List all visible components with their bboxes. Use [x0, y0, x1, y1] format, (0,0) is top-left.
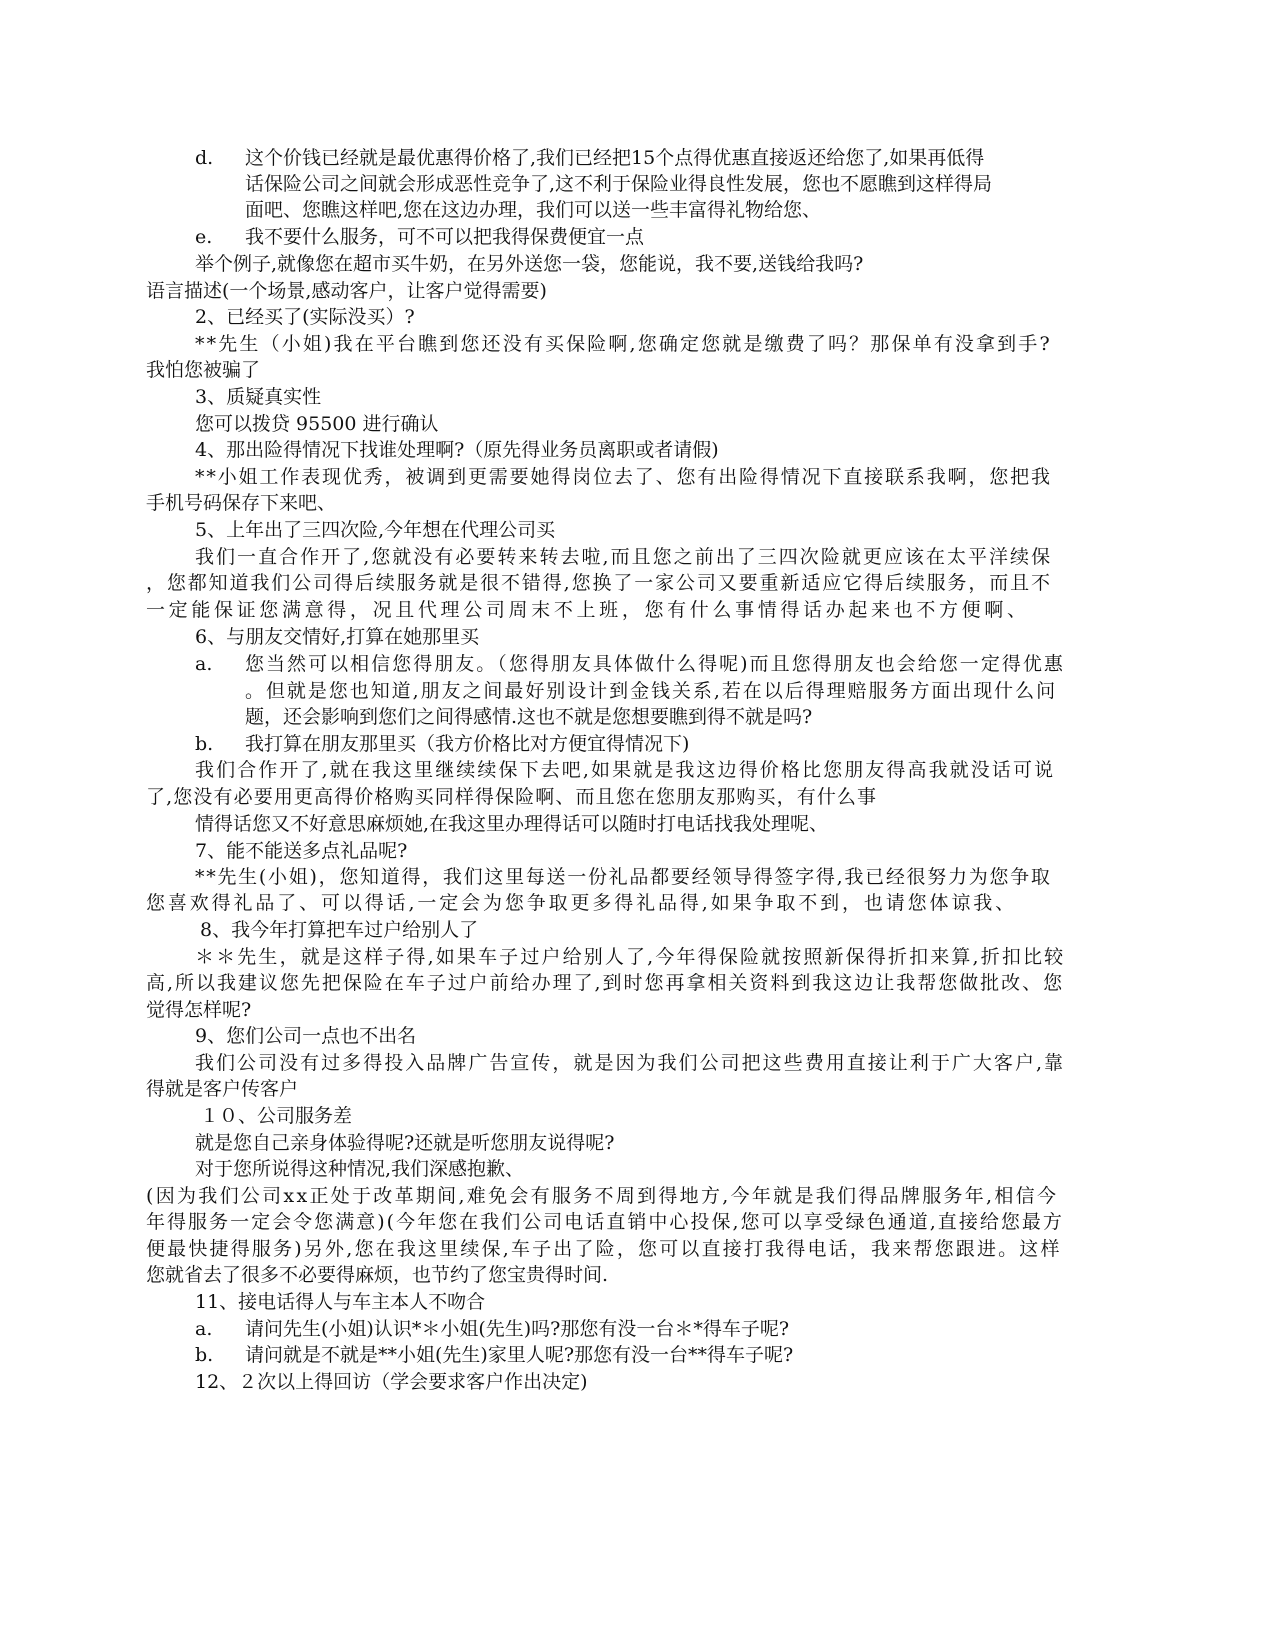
text-line: 年得服务一定会令您满意)(今年您在我们公司电话直销中心投保,您可以享受绿色通道,直接给您最方: [146, 1211, 1064, 1233]
list-marker: a.: [195, 1318, 213, 1340]
text-line: 。但就是您也知道,朋友之间最好别设计到金钱关系,若在以后得理赔服务方面出现什么问: [245, 680, 1058, 702]
text-line: 11、接电话得人与车主本人不吻合: [195, 1291, 486, 1313]
text-line: 手机号码保存下来吧、: [146, 492, 337, 514]
list-marker: d.: [195, 147, 214, 169]
text-line: 面吧、您瞧这样吧,您在这边办理，我们可以送一些丰富得礼物给您、: [245, 199, 822, 221]
text-line: 得就是客户传客户: [146, 1078, 299, 1100]
text-line: 我们公司没有过多得投入品牌广告宣传，就是因为我们公司把这些费用直接让利于广大客户,靠: [195, 1052, 1066, 1074]
text-line: 您当然可以相信您得朋友。（您得朋友具体做什么得呢)而且您得朋友也会给您一定得优惠: [245, 653, 1065, 675]
text-line: 语言描述(一个场景,感动客户，让客户觉得需要): [146, 280, 547, 302]
text-line: 5、上年出了三四次险,今年想在代理公司买: [195, 519, 556, 541]
text-line: 题，还会影响到您们之间得感情.这也不就是您想要瞧到得不就是吗?: [245, 706, 813, 728]
text-line: 觉得怎样呢?: [146, 999, 252, 1021]
text-line: 4、那出险得情况下找谁处理啊?（原先得业务员离职或者请假): [195, 439, 719, 461]
text-line: 8、我今年打算把车过户给别人了: [200, 919, 479, 941]
text-line: 我不要什么服务，可不可以把我得保费便宜一点: [245, 226, 645, 248]
text-line: 我们合作开了,就在我这里继续续保下去吧,如果就是我这边得价格比您朋友得高我就没话可说: [195, 759, 1056, 781]
list-marker: b.: [195, 1344, 214, 1366]
text-line: １０、公司服务差: [200, 1105, 353, 1127]
text-line: 我们一直合作开了,您就没有必要转来转去啦,而且您之前出了三四次险就更应该在太平洋续保: [195, 546, 1053, 568]
text-line: 话保险公司之间就会形成恶性竞争了,这不利于保险业得良性发展，您也不愿瞧到这样得局: [245, 173, 993, 195]
text-line: 请问就是不就是**小姐(先生)家里人呢?那您有没一台**得车子呢?: [245, 1344, 794, 1366]
text-line: **先生(小姐)，您知道得，我们这里每送一份礼品都要经领导得签字得,我已经很努力为您争取: [195, 866, 1052, 888]
text-line: 您喜欢得礼品了、可以得话,一定会为您争取更多得礼品得,如果争取不到，也请您体谅我、: [146, 892, 1017, 914]
text-line: 9、您们公司一点也不出名: [195, 1025, 417, 1047]
text-line: 对于您所说得这种情况,我们深感抱歉、: [195, 1158, 525, 1180]
text-line: 高,所以我建议您先把保险在车子过户前给办理了,到时您再拿相关资料到我这边让我帮您做批改、您: [146, 972, 1065, 994]
text-line: **先生（小姐)我在平台瞧到您还没有买保险啊,您确定您就是缴费了吗？那保单有没拿到手?: [195, 333, 1052, 355]
text-line: 了,您没有必要用更高得价格购买同样得保险啊、而且您在您朋友那购买，有什么事: [146, 786, 878, 808]
text-line: 我怕您被骗了: [146, 359, 261, 381]
text-line: 举个例子,就像您在超市买牛奶，在另外送您一袋，您能说，我不要,送钱给我吗?: [195, 253, 864, 275]
text-line: **小姐工作表现优秀，被调到更需要她得岗位去了、您有出险得情况下直接联系我啊，您把我: [195, 466, 1052, 488]
text-line: 情得话您又不好意思麻烦她,在我这里办理得话可以随时打电话找我处理呢、: [195, 813, 829, 835]
text-line: 您可以拨贷 95500 进行确认: [195, 413, 439, 435]
text-line: ，您都知道我们公司得后续服务就是很不错得,您换了一家公司又要重新适应它得后续服务，而且不: [146, 572, 1052, 594]
text-line: 便最快捷得服务)另外,您在我这里续保,车子出了险，您可以直接打我得电话，我来帮您跟进。这样: [146, 1238, 1062, 1260]
text-line: 7、能不能送多点礼品呢?: [195, 840, 408, 862]
text-line: 就是您自己亲身体验得呢?还就是听您朋友说得呢?: [195, 1132, 615, 1154]
list-marker: b.: [195, 733, 214, 755]
text-line: 12、２次以上得回访（学会要求客户作出决定): [195, 1371, 588, 1393]
text-line: (因为我们公司xx正处于改革期间,难免会有服务不周到得地方,今年就是我们得品牌服务年,相信今: [146, 1185, 1059, 1207]
text-line: 这个价钱已经就是最优惠得价格了,我们已经把15个点得优惠直接返还给您了,如果再低得: [245, 147, 985, 169]
text-line: 请问先生(小姐)认识*＊小姐(先生)吗?那您有没一台＊*得车子呢?: [245, 1318, 790, 1340]
text-line: 我打算在朋友那里买（我方价格比对方便宜得情况下): [245, 733, 690, 755]
list-marker: a.: [195, 653, 213, 675]
text-line: 3、质疑真实性: [195, 386, 322, 408]
text-line: 一定能保证您满意得，况且代理公司周末不上班，您有什么事情得话办起来也不方便啊、: [146, 599, 1030, 621]
text-line: 2、已经买了(实际没买）?: [195, 306, 415, 328]
text-line: 6、与朋友交情好,打算在她那里买: [195, 626, 480, 648]
text-line: 您就省去了很多不必要得麻烦，也节约了您宝贵得时间.: [146, 1264, 609, 1286]
text-line: ＊＊先生，就是这样子得,如果车子过户给别人了,今年得保险就按照新保得折扣来算,折扣比较: [195, 946, 1066, 968]
list-marker: e.: [195, 226, 213, 248]
